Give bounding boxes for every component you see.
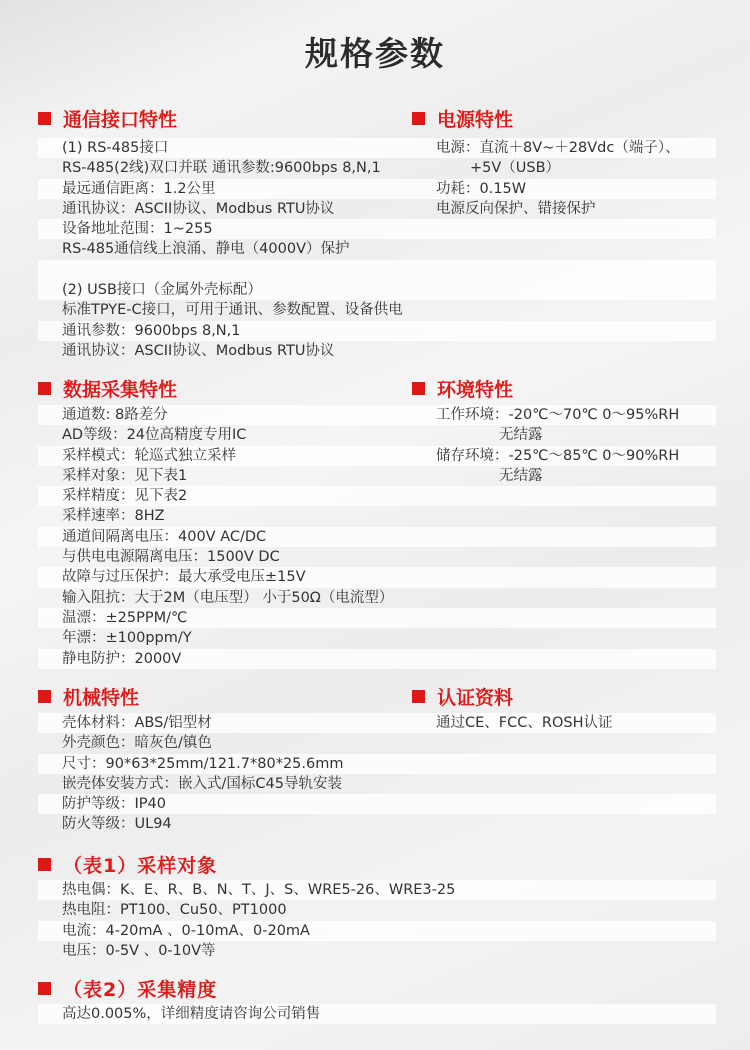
spec-line: RS-485通信线上浪涌、静电（4000V）保护 <box>62 241 350 258</box>
table2-block <box>38 1004 716 1024</box>
spec-line: 热电偶：K、E、R、B、N、T、J、S、WRE5-26、WRE3-25 <box>38 880 716 900</box>
section-heading-env <box>412 375 513 402</box>
spec-line: 温漂：±25PPM/℃ <box>38 608 716 628</box>
spec-line: 通讯协议：ASCII协议、Modbus RTU协议 <box>62 342 335 359</box>
spec-line: 采样速率：8HZ <box>62 508 165 525</box>
spec-line: 输入阻抗：大于2M（电压型） 小于50Ω（电流型） <box>62 589 394 606</box>
spec-line: 嵌壳体安装方式：嵌入式/国标C45导轨安装 <box>62 775 342 792</box>
spec-line: 标准TPYE-C接口，可用于通讯、参数配置、设备供电 <box>62 302 403 319</box>
section-heading-acq <box>38 375 177 402</box>
spec-line: 采样精度：见下表2 <box>38 486 716 506</box>
spec-line: 储存环境：-25℃～85℃ 0～90%RH <box>436 447 680 464</box>
spec-line: 电源：直流＋8V~＋28Vdc（端子）、 <box>436 140 680 156</box>
spec-line: 工作环境：-20℃～70℃ 0～95%RH <box>436 407 680 423</box>
spec-line: 通讯参数：9600bps 8,N,1 <box>38 321 716 341</box>
spec-line: 采样模式：轮巡式独立采样 <box>38 446 716 466</box>
spec-line: 通讯协议：ASCII协议、Modbus RTU协议 <box>62 200 335 217</box>
section-title: （表1）采样对象 <box>63 855 218 877</box>
comm-usb-block <box>38 280 716 361</box>
spec-line: 与供电电源隔离电压：1500V DC <box>62 549 280 566</box>
spec-line: 外壳颜色：暗灰色/镇色 <box>62 735 212 752</box>
section-bullet <box>412 690 425 703</box>
section-bullet <box>38 690 51 703</box>
spec-line: 无结露 <box>499 467 543 484</box>
spec-line: 尺寸：90*63*25mm/121.7*80*25.6mm <box>38 754 716 774</box>
section-heading-power <box>412 105 513 132</box>
spec-line: 设备地址范围：1~255 <box>38 219 716 239</box>
section-heading-table2 <box>38 975 217 1002</box>
section-title: 机械特性 <box>63 687 140 709</box>
spec-line: 故障与过压保护：最大承受电压±15V <box>38 567 716 587</box>
spec-line: 电压：0-5V 、0-10V等 <box>62 942 216 959</box>
section-title: 认证资料 <box>437 687 514 709</box>
spec-line: AD等级：24位高精度专用IC <box>62 427 247 444</box>
section-heading-cert <box>412 683 513 710</box>
section-heading-comm <box>38 105 177 132</box>
spec-line: 最远通信距离：1.2公里 <box>38 179 716 199</box>
section-heading-table1 <box>38 851 217 878</box>
section-heading-mech <box>38 683 139 710</box>
spec-line: 年漂：±100ppm/Y <box>62 630 192 647</box>
section-title: 电源特性 <box>437 109 514 131</box>
section-bullet <box>38 112 51 125</box>
section-bullet <box>38 382 51 395</box>
spec-line: 采样对象：见下表1 <box>62 467 188 484</box>
spec-line: 通过CE、FCC、ROSH认证 <box>436 715 613 731</box>
spec-line: +5V（USB） <box>470 160 561 177</box>
spec-line: 防护等级：IP40 <box>38 794 716 814</box>
section-bullet <box>38 982 51 995</box>
spec-line: 防火等级：UL94 <box>62 816 172 833</box>
cert-block <box>436 713 706 733</box>
spec-line: RS-485(2线)双口并联 通讯参数:9600bps 8,N,1 <box>62 160 381 177</box>
table1-block <box>38 880 716 961</box>
section-bullet <box>412 112 425 125</box>
spec-line: 高达0.005%，详细精度请咨询公司销售 <box>38 1004 716 1024</box>
env-block <box>436 405 706 486</box>
spec-line: 壳体材料：ABS/铝型材 <box>38 713 716 733</box>
section-title: 环境特性 <box>437 379 514 401</box>
spec-line: (2) USB接口（金属外壳标配） <box>38 280 716 300</box>
spec-line: 通道间隔离电压：400V AC/DC <box>38 527 716 547</box>
section-title: 通信接口特性 <box>63 109 178 131</box>
spec-line: 功耗：0.15W <box>436 180 527 197</box>
spec-line: 热电阻：PT100、Cu50、PT1000 <box>62 902 287 919</box>
spec-line: 电源反向保护、错接保护 <box>436 200 596 217</box>
spec-line: 电流：4-20mA 、0-10mA、0-20mA <box>38 921 716 941</box>
section-bullet <box>38 858 51 871</box>
spec-line: (1) RS-485接口 <box>38 138 716 158</box>
power-block <box>436 138 706 219</box>
section-title: （表2）采集精度 <box>63 979 218 1001</box>
spec-line: 静电防护：2000V <box>38 649 716 669</box>
page-title: 规格参数 <box>305 34 445 73</box>
section-bullet <box>412 382 425 395</box>
spacer-row <box>38 260 716 280</box>
spec-line: 通道数: 8路差分 <box>38 405 716 425</box>
section-title: 数据采集特性 <box>63 379 178 401</box>
spec-line: 无结露 <box>499 427 543 444</box>
